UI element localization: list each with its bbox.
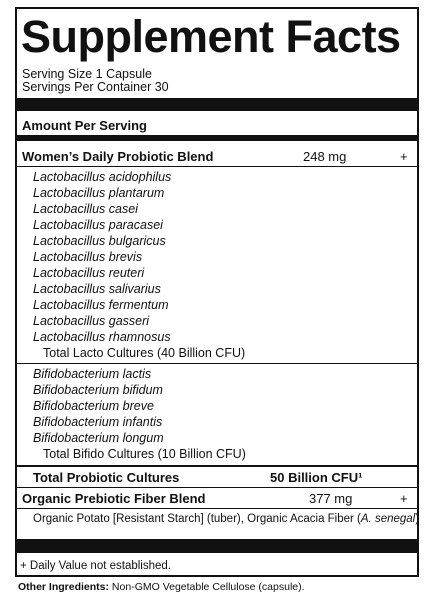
bifido-strain: Bifidobacterium longum [33,431,164,445]
lacto-strain: Lactobacillus casei [33,202,138,216]
amount-per-serving-header: Amount Per Serving [22,118,147,133]
bifido-total: Total Bifido Cultures (10 Billion CFU) [43,447,246,461]
fiber-description-close: ) [415,513,420,525]
lacto-strain: Lactobacillus fermentum [33,298,169,312]
total-probiotic-value: 50 Billion CFU¹ [270,470,363,485]
dv-footnote: + Daily Value not established. [20,560,171,572]
lacto-strain: Lactobacillus paracasei [33,218,163,232]
probiotic-blend-name: Women’s Daily Probiotic Blend [22,149,214,164]
fiber-blend-name: Organic Prebiotic Fiber Blend [22,491,206,506]
row-divider [17,487,417,488]
other-ingredients [18,581,305,594]
lacto-total: Total Lacto Cultures (40 Billion CFU) [43,346,246,360]
medium-divider [17,135,417,141]
other-ingredients-text: Non-GMO Vegetable Cellulose (capsule). [109,581,305,593]
lacto-strain: Lactobacillus acidophilus [33,170,172,184]
bifido-strain: Bifidobacterium lactis [33,367,152,381]
other-ingredients-label: Other Ingredients: [18,581,110,593]
thick-divider [17,98,417,111]
supplement-facts-panel [15,7,419,577]
lacto-strain: Lactobacillus salivarius [33,282,161,296]
row-divider [17,508,417,509]
row-divider [17,166,417,167]
lacto-strain: Lactobacillus plantarum [33,186,165,200]
lacto-strain: Lactobacillus brevis [33,250,143,264]
lacto-strain: Lactobacillus rhamnosus [33,330,171,344]
bifido-strain: Bifidobacterium bifidum [33,383,163,397]
bifido-strain: Bifidobacterium infantis [33,415,163,429]
total-probiotic-label: Total Probiotic Cultures [33,470,180,485]
serving-size: Serving Size 1 Capsule [22,67,152,81]
fiber-description-text: Organic Potato [Resistant Starch] (tuber), Organic Acacia Fiber ( [33,513,361,525]
lacto-strain: Lactobacillus gasseri [33,314,150,328]
row-divider [17,465,417,467]
servings-per-container: Servings Per Container 30 [22,80,169,94]
fiber-blend-description [33,512,419,526]
row-divider [17,363,417,364]
fiber-blend-dv: + [400,491,408,506]
thick-divider-bottom [17,539,417,553]
probiotic-blend-dv: + [400,149,408,164]
lacto-strain: Lactobacillus bulgaricus [33,234,166,248]
lacto-strain: Lactobacillus reuteri [33,266,145,280]
bifido-strain: Bifidobacterium breve [33,399,154,413]
fiber-species: A. senegal [360,513,416,525]
panel-title: Supplement Facts [21,11,401,62]
probiotic-blend-amount: 248 mg [303,149,347,164]
fiber-blend-amount: 377 mg [309,491,353,506]
